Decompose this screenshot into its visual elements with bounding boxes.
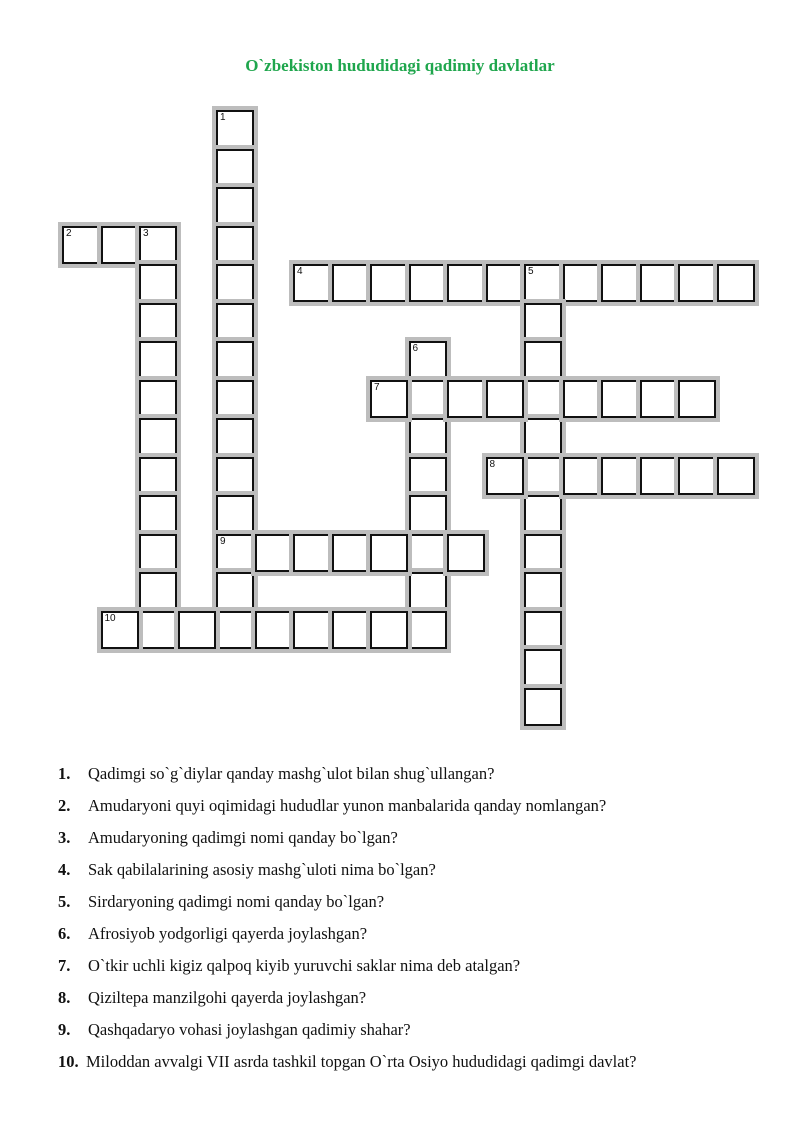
crossword-cell[interactable]	[447, 264, 485, 302]
clue-number: 8.	[58, 988, 71, 1007]
crossword-cell[interactable]	[524, 264, 562, 302]
cell-number: 3	[143, 227, 149, 239]
crossword-cell[interactable]	[216, 226, 254, 264]
crossword-cell[interactable]	[409, 572, 447, 610]
clue-text: Miloddan avvalgi VII asrda tashkil topgan O`rta Osiyo hududidagi qadimgi davlat?	[86, 1052, 637, 1071]
crossword-cell[interactable]	[216, 380, 254, 418]
crossword-cell[interactable]	[216, 572, 254, 610]
crossword-cell[interactable]	[370, 380, 408, 418]
crossword-cell[interactable]	[601, 457, 639, 495]
crossword-cell[interactable]	[563, 380, 601, 418]
crossword-cell[interactable]	[101, 226, 139, 264]
clue-list	[58, 758, 778, 1078]
crossword-cell[interactable]	[139, 495, 177, 533]
crossword-cell[interactable]	[524, 572, 562, 610]
crossword-cell[interactable]	[524, 495, 562, 533]
clue-item	[58, 822, 778, 854]
crossword-cell[interactable]	[409, 380, 447, 418]
crossword-cell[interactable]	[139, 418, 177, 456]
clue-text: Sak qabilalarining asosiy mashg`uloti nima bo`lgan?	[88, 860, 436, 879]
crossword-cell[interactable]	[409, 534, 447, 572]
clue-text: Qashqadaryo vohasi joylashgan qadimiy shahar?	[88, 1020, 411, 1039]
clue-item	[58, 854, 778, 886]
cell-number: 1	[220, 112, 226, 123]
crossword-cell[interactable]	[139, 380, 177, 418]
crossword-cell[interactable]	[640, 264, 678, 302]
crossword-cell[interactable]	[139, 226, 177, 264]
clue-item	[58, 1014, 778, 1046]
crossword-cell[interactable]	[370, 264, 408, 302]
crossword-cell[interactable]	[601, 264, 639, 302]
clue-item	[58, 1046, 778, 1078]
crossword-cell[interactable]	[409, 457, 447, 495]
crossword-cell[interactable]	[62, 226, 100, 264]
crossword-cell[interactable]	[717, 264, 755, 302]
crossword-cell[interactable]	[563, 457, 601, 495]
page-title: O`zbekiston hududidagi qadimiy davlatlar	[245, 56, 555, 75]
crossword-cell[interactable]	[678, 457, 716, 495]
crossword-cell[interactable]	[486, 380, 524, 418]
crossword-cell[interactable]	[255, 534, 293, 572]
clue-number: 4.	[58, 860, 71, 879]
clue-number: 3.	[58, 828, 71, 847]
crossword-cell[interactable]	[332, 264, 370, 302]
crossword-cell[interactable]	[332, 534, 370, 572]
crossword-cell[interactable]	[524, 303, 562, 341]
crossword-cell[interactable]	[524, 688, 562, 726]
clue-item	[58, 950, 778, 982]
cell-number: 7	[374, 381, 380, 393]
crossword-cell[interactable]	[524, 649, 562, 687]
crossword-cell[interactable]	[293, 611, 331, 649]
crossword-cell[interactable]	[409, 341, 447, 379]
crossword-cell[interactable]	[216, 457, 254, 495]
clue-number: 1.	[58, 764, 71, 783]
crossword-cell[interactable]	[216, 303, 254, 341]
crossword-cell[interactable]	[293, 264, 331, 302]
crossword-cell[interactable]	[524, 534, 562, 572]
crossword-cell[interactable]	[216, 264, 254, 302]
crossword-cell[interactable]	[524, 611, 562, 649]
cell-number: 5	[528, 266, 534, 277]
crossword-cell[interactable]	[216, 534, 254, 572]
clue-item	[58, 982, 778, 1014]
crossword-cell[interactable]	[139, 457, 177, 495]
clue-number: 10.	[58, 1052, 79, 1071]
crossword-cell[interactable]	[216, 110, 254, 148]
crossword-cell[interactable]	[255, 611, 293, 649]
crossword-cell[interactable]	[640, 457, 678, 495]
crossword-cell[interactable]	[447, 380, 485, 418]
clue-text: Qadimgi so`g`diylar qanday mashg`ulot bilan shug`ullangan?	[88, 764, 495, 783]
crossword-cell[interactable]	[139, 534, 177, 572]
cell-number: 8	[489, 458, 496, 470]
crossword-cell[interactable]	[139, 264, 177, 302]
crossword-cell[interactable]	[409, 264, 447, 302]
crossword-cell[interactable]	[139, 341, 177, 379]
clue-number: 2.	[58, 796, 71, 815]
crossword-cell[interactable]	[563, 264, 601, 302]
crossword-cell[interactable]	[216, 418, 254, 456]
cell-number: 9	[220, 535, 226, 547]
crossword-cell[interactable]	[216, 187, 254, 225]
clue-item	[58, 758, 778, 790]
cell-number: 2	[66, 227, 72, 239]
crossword-cell[interactable]	[601, 380, 639, 418]
clue-number: 7.	[58, 956, 71, 975]
crossword-cell[interactable]	[139, 611, 177, 649]
crossword-cell[interactable]	[524, 380, 562, 418]
crossword-cell[interactable]	[447, 534, 485, 572]
clue-text: Afrosiyob yodgorligi qayerda joylashgan?	[88, 924, 368, 943]
crossword-cell[interactable]	[216, 149, 254, 187]
crossword-cell[interactable]	[524, 418, 562, 456]
crossword-cell[interactable]	[640, 380, 678, 418]
crossword-cell[interactable]	[293, 534, 331, 572]
cell-number: 4	[297, 266, 303, 277]
crossword-cell[interactable]	[216, 495, 254, 533]
crossword-cell[interactable]	[139, 303, 177, 341]
crossword-cell[interactable]	[717, 457, 755, 495]
crossword-cell[interactable]	[409, 611, 447, 649]
cell-number: 10	[104, 612, 116, 624]
clue-text: Qiziltepa manzilgohi qayerda joylashgan?	[88, 988, 367, 1007]
clue-text: Sirdaryoning qadimgi nomi qanday bo`lgan?	[88, 892, 385, 911]
crossword-cell[interactable]	[332, 611, 370, 649]
crossword-cell[interactable]	[216, 611, 254, 649]
clue-text: Amudaryoni quyi oqimidagi hududlar yunon manbalarida qanday nomlangan?	[88, 796, 607, 815]
crossword-cell[interactable]	[678, 264, 716, 302]
crossword-cell[interactable]	[216, 341, 254, 379]
crossword-cell[interactable]	[101, 611, 139, 649]
clue-number: 9.	[58, 1020, 71, 1039]
clue-text: Amudaryoning qadimgi nomi qanday bo`lgan?	[88, 828, 398, 847]
crossword-cell[interactable]	[370, 611, 408, 649]
crossword-cell[interactable]	[524, 341, 562, 379]
crossword-cell[interactable]	[678, 380, 716, 418]
crossword-cell[interactable]	[486, 264, 524, 302]
crossword-cell[interactable]	[524, 457, 562, 495]
clue-number: 5.	[58, 892, 71, 911]
crossword-cell[interactable]	[370, 534, 408, 572]
cell-number: 6	[412, 343, 419, 354]
crossword-cell[interactable]	[139, 572, 177, 610]
clue-item	[58, 790, 778, 822]
crossword-cell[interactable]	[178, 611, 216, 649]
crossword-cell[interactable]	[486, 457, 524, 495]
clue-item	[58, 886, 778, 918]
clue-text: O`tkir uchli kigiz qalpoq kiyib yuruvchi saklar nima deb atalgan?	[88, 956, 521, 975]
crossword-cell[interactable]	[409, 418, 447, 456]
crossword-cell[interactable]	[409, 495, 447, 533]
clue-item	[58, 918, 778, 950]
clue-number: 6.	[58, 924, 71, 943]
